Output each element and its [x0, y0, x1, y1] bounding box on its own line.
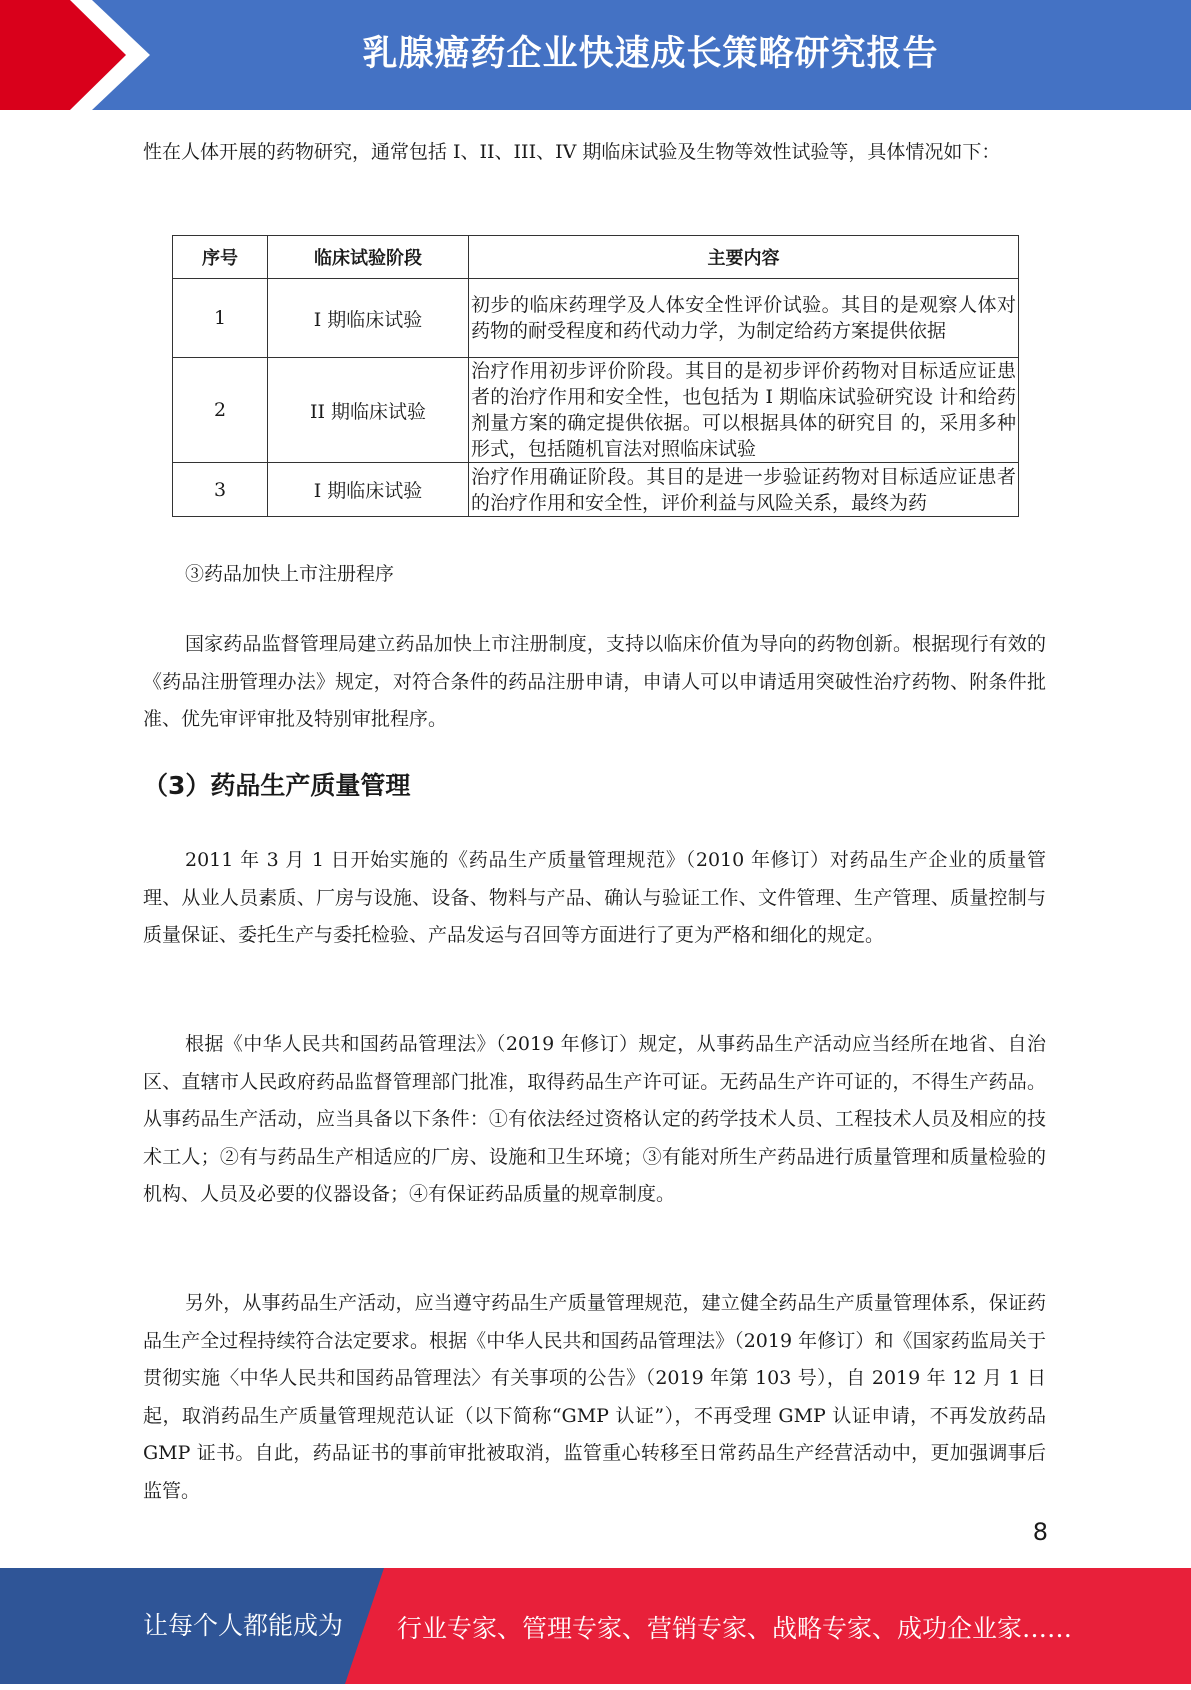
table-row: [173, 279, 1019, 358]
report-title: 乳腺癌药企业快速成长策略研究报告: [362, 34, 939, 74]
row-content: 治疗作用初步评价阶段。其目的是初步评价药物对目标适应证患者的治疗作用和安全性，也包括为 I 期临床试验研究设 计和给药剂量方案的确定提供依据。可以根据具体的研究目 的，采用多种形式，包括随机盲法对照临床试验: [469, 358, 1019, 463]
column-header-phase: 临床试验阶段: [268, 236, 469, 279]
column-header-no: 序号: [173, 236, 268, 279]
table-row: [173, 358, 1019, 463]
row-content: 治疗作用确证阶段。其目的是进一步验证药物对目标适应证患者的治疗作用和安全性，评价利益与风险关系，最终为药: [469, 463, 1019, 517]
table-row: [173, 463, 1019, 517]
subheading-block: [143, 556, 1046, 594]
row-phase: I 期临床试验: [268, 279, 469, 358]
page-footer: [0, 1568, 1191, 1684]
row-content: 初步的临床药理学及人体安全性评价试验。其目的是观察人体对药物的耐受程度和药代动力学，为制定给药方案提供依据: [469, 279, 1019, 358]
row-number: 2: [173, 358, 268, 463]
clinical-trial-table: [172, 235, 1019, 517]
row-phase: I 期临床试验: [268, 463, 469, 517]
paragraph-gmp-2010: 2011 年 3 月 1 日开始实施的《药品生产质量管理规范》（2010 年修订）对药品生产企业的质量管理、从业人员素质、厂房与设施、设备、物料与产品、确认与验证工作、文件管理、生产管理、质量控制与质量保证、委托生产与委托检验、产品发运与召回等方面进行了更为严格和细化的规定。: [143, 849, 1046, 946]
intro-text: 性在人体开展的药物研究，通常包括 I、II、III、IV 期临床试验及生物等效性试验等，具体情况如下：: [143, 141, 1001, 163]
subheading-accelerated-registration: ③药品加快上市注册程序: [185, 563, 395, 585]
paragraph-registration: 国家药品监督管理局建立药品加快上市注册制度，支持以临床价值为导向的药物创新。根据现行有效的《药品注册管理办法》规定，对符合条件的药品注册申请，申请人可以申请适用突破性治疗药物、附条件批准、优先审评审批及特别审批程序。: [143, 633, 1046, 730]
paragraph-production-license: 根据《中华人民共和国药品管理法》（2019 年修订）规定，从事药品生产活动应当经所在地省、自治区、直辖市人民政府药品监督管理部门批准，取得药品生产许可证。无药品生产许可证的，不得生产药品。从事药品生产活动，应当具备以下条件：①有依法经过资格认定的药学技术人员、工程技术人员及相应的技术工人；②有与药品生产相适应的厂房、设施和卫生环境；③有能对所生产药品进行质量管理和质量检验的机构、人员及必要的仪器设备；④有保证药品质量的规章制度。: [143, 1033, 1046, 1205]
paragraph-gmp-cancellation: 另外，从事药品生产活动，应当遵守药品生产质量管理规范，建立健全药品生产质量管理体系，保证药品生产全过程持续符合法定要求。根据《中华人民共和国药品管理法》（2019 年修订）和《国家药监局关于贯彻实施〈中华人民共和国药品管理法〉有关事项的公告》（2019 年第 103 号），自 2019 年 12 月 1 日起，取消药品生产质量管理规范认证（以下简称“GMP 认证”），不再受理 GMP 认证申请，不再发放药品 GMP 证书。自此，药品证书的事前审批被取消，监管重心转移至日常药品生产经营活动中，更加强调事后监管。: [143, 1292, 1046, 1502]
intro-block: [143, 134, 1046, 172]
paragraph-block-1: [143, 842, 1046, 955]
page-header: [0, 0, 1191, 110]
footer-slogan-right: 行业专家、管理专家、营销专家、战略专家、成功企业家……: [397, 1614, 1073, 1643]
registration-block: [143, 626, 1046, 739]
row-number: 3: [173, 463, 268, 517]
column-header-content: 主要内容: [469, 236, 1019, 279]
footer-slogan-left: 让每个人都能成为: [143, 1611, 344, 1640]
paragraph-block-3: [143, 1285, 1046, 1510]
page-number: 8: [1032, 1518, 1048, 1546]
row-phase: II 期临床试验: [268, 358, 469, 463]
header-arrow-graphic: [0, 0, 260, 110]
row-number: 1: [173, 279, 268, 358]
table-header-row: [173, 236, 1019, 279]
section-heading: （3）药品生产质量管理: [143, 771, 411, 800]
paragraph-block-2: [143, 1026, 1046, 1214]
